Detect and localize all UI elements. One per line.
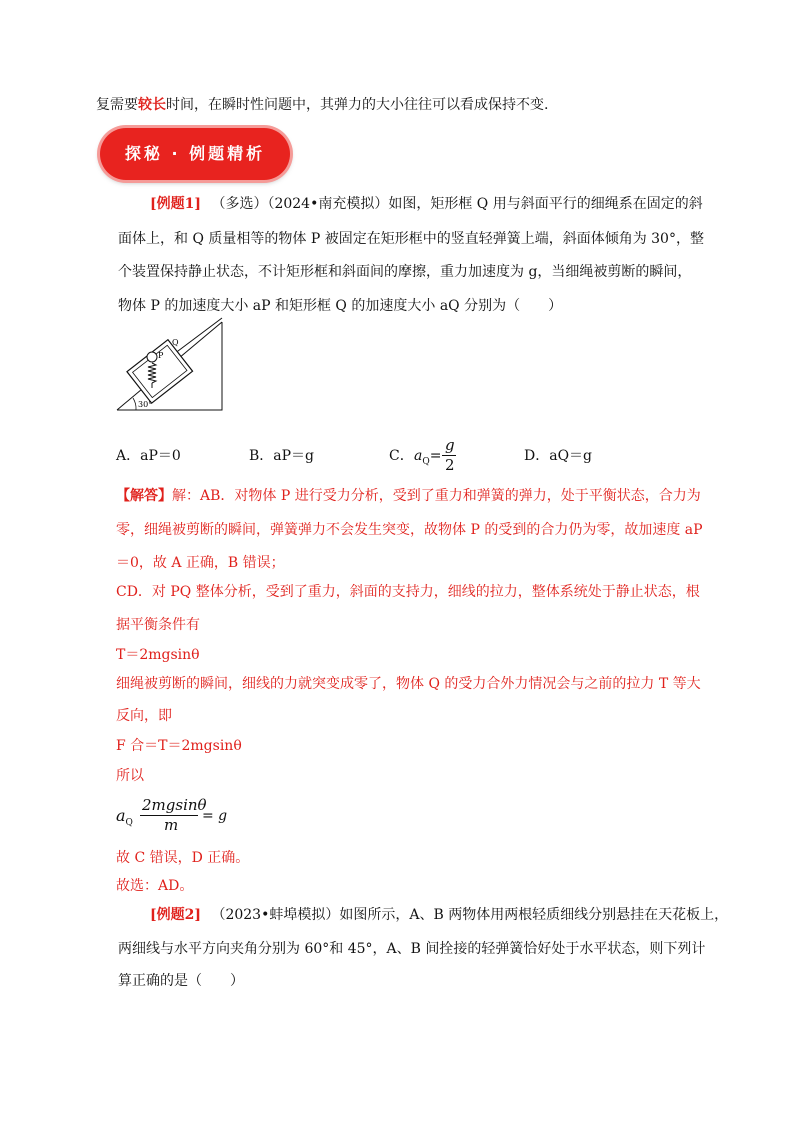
answer-line-4: CD．对 PQ 整体分析，受到了重力，斜面的支持力，细线的拉力，整体系统处于静止状态，根 bbox=[116, 584, 700, 600]
example1-line-1 bbox=[150, 194, 703, 214]
option-c-sub: Q bbox=[422, 456, 430, 467]
example1-line-4: 物体 P 的加速度大小 aP 和矩形框 Q 的加速度大小 aQ 分别为（ ） bbox=[118, 298, 563, 314]
section-banner bbox=[100, 128, 290, 180]
example1-text-1: （多选）（2024•南充模拟）如图，矩形框 Q 用与斜面平行的细绳系在固定的斜 bbox=[211, 196, 703, 212]
continuation-post: 时间，在瞬时性问题中，其弹力的大小往往可以看成保持不变. bbox=[166, 97, 549, 113]
example2-line-2: 两细线与水平方向夹角分别为 60°和 45°，A、B 间拴接的轻弹簧恰好处于水平状态，则下列计 bbox=[118, 941, 706, 957]
option-c-label: C． bbox=[389, 448, 414, 464]
answer-tail-2: 故选：AD。 bbox=[116, 878, 194, 894]
answer-line-5: 据平衡条件有 bbox=[116, 617, 200, 633]
answer-line-3: ＝0，故 A 正确，B 错误； bbox=[116, 555, 285, 571]
answer-formula-rhs: = g bbox=[202, 808, 228, 824]
answer-line-6: T＝2mgsinθ bbox=[116, 647, 200, 663]
option-c-fraction bbox=[442, 436, 458, 476]
answer-text-1: 解：AB．对物体 P 进行受力分析，受到了重力和弹簧的弹力，处于平衡状态，合力为 bbox=[172, 488, 701, 504]
option-c-eq: = bbox=[429, 448, 442, 464]
figure-label-q: Q bbox=[172, 338, 179, 347]
option-b: B．aP＝g bbox=[249, 448, 315, 464]
option-c-den: 2 bbox=[445, 456, 455, 474]
figure-angle: 30° bbox=[138, 400, 153, 409]
ball-p-icon bbox=[147, 352, 157, 362]
example2-tag: [例题2] bbox=[150, 907, 201, 923]
answer-formula-den: m bbox=[164, 816, 179, 834]
answer-line-1 bbox=[116, 486, 701, 506]
answer-tail-1: 故 C 错误，D 正确。 bbox=[116, 850, 250, 866]
answer-line-9: F 合＝T＝2mgsinθ bbox=[116, 738, 242, 754]
option-c-var: a bbox=[414, 448, 423, 464]
answer-formula-num: 2mgsinθ bbox=[142, 796, 207, 814]
answer-formula-sub: Q bbox=[125, 817, 133, 828]
example1-line-3: 个装置保持静止状态，不计矩形框和斜面间的摩擦，重力加速度为 g，当细绳被剪断的瞬间， bbox=[118, 264, 692, 280]
answer-formula-lhs bbox=[116, 806, 133, 833]
option-c-formula bbox=[414, 446, 441, 472]
answer-line-2: 零，细绳被剪断的瞬间，弹簧弹力不会发生突变，故物体 P 的受到的合力仍为零，故加速度 aP bbox=[116, 522, 703, 538]
answer-formula-var: a bbox=[116, 806, 126, 825]
answer-tag: 【解答】 bbox=[116, 488, 172, 504]
continuation-pre: 复需要 bbox=[96, 97, 138, 113]
example1-tag: [例题1] bbox=[150, 196, 201, 212]
example2-line-3: 算正确的是（ ） bbox=[118, 973, 244, 989]
option-c-num: g bbox=[445, 436, 455, 454]
answer-formula-fraction bbox=[140, 796, 207, 836]
incline-figure bbox=[114, 316, 226, 412]
example1-line-2: 面体上，和 Q 质量相等的物体 P 被固定在矩形框中的竖直轻弹簧上端，斜面体倾角为 30°，整 bbox=[118, 231, 704, 247]
option-d: D．aQ＝g bbox=[524, 448, 593, 464]
figure-label-p: P bbox=[158, 351, 164, 360]
emphasis-text: 较长 bbox=[138, 97, 166, 113]
option-a: A．aP＝0 bbox=[116, 448, 181, 464]
answer-line-8: 反向，即 bbox=[116, 708, 172, 724]
section-banner-label: 探秘 · 例题精析 bbox=[124, 144, 266, 163]
answer-line-10: 所以 bbox=[116, 768, 144, 784]
example2-line-1 bbox=[150, 905, 728, 925]
example2-text-1: （2023•蚌埠模拟）如图所示，A、B 两物体用两根轻质细线分别悬挂在天花板上， bbox=[211, 907, 729, 923]
continuation-text bbox=[96, 95, 548, 115]
answer-line-7: 细绳被剪断的瞬间，细线的力就突变成零了，物体 Q 的受力合外力情况会与之前的拉力 T 等大 bbox=[116, 676, 701, 692]
